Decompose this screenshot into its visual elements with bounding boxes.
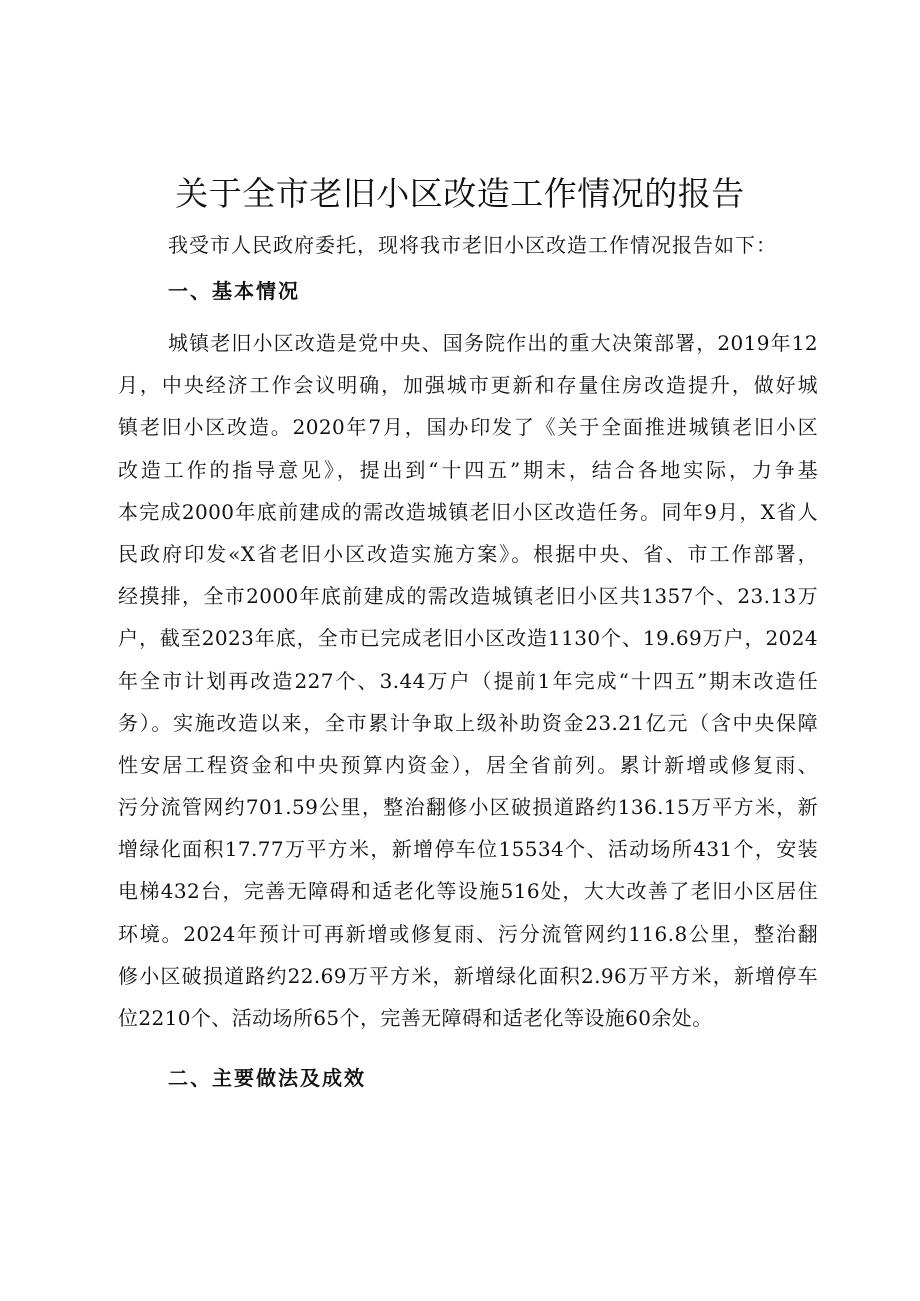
paragraph-line: 民政府印发«X省老旧小区改造实施方案》。根据中央、省、市工作部署，	[118, 541, 818, 566]
paragraph-line: 户，截至2023年底，全市已完成老旧小区改造1130个、19.69万户，2024	[118, 626, 818, 651]
paragraph-line: 本完成2000年底前建成的需改造城镇老旧小区改造任务。同年9月，X省人	[118, 499, 818, 524]
document-title: 关于全市老旧小区改造工作情况的报告	[175, 174, 745, 213]
section-heading-main-measures: 二、主要做法及成效	[168, 1066, 366, 1090]
paragraph-line: 电梯432台，完善无障碍和适老化等设施516处，大大改善了老旧小区居住	[118, 879, 818, 904]
paragraph-line: 务）。实施改造以来，全市累计争取上级补助资金23.21亿元（含中央保障	[118, 710, 818, 735]
paragraph-line: 城镇老旧小区改造是党中央、国务院作出的重大决策部署，2019年12	[168, 331, 818, 355]
paragraph-line: 性安居工程资金和中央预算内资金），居全省前列。累计新增或修复雨、	[118, 752, 818, 777]
paragraph-line: 环境。2024年预计可再新增或修复雨、污分流管网约116.8公里，整治翻	[118, 921, 818, 946]
paragraph-line: 月，中央经济工作会议明确，加强城市更新和存量住房改造提升，做好城	[118, 373, 818, 398]
paragraph-line: 修小区破损道路约22.69万平方米，新增绿化面积2.96万平方米，新增停车	[118, 963, 818, 988]
section-body-basic-situation	[118, 322, 818, 1039]
paragraph-line: 污分流管网约701.59公里，整治翻修小区破损道路约136.15万平方米，新	[118, 795, 818, 820]
paragraph-line: 增绿化面积17.77万平方米，新增停车位15534个、活动场所431个，安装	[118, 837, 818, 862]
section-heading-basic-situation: 一、基本情况	[168, 279, 300, 303]
paragraph-line: 位2210个、活动场所65个，完善无障碍和适老化等设施60余处。	[118, 1006, 713, 1030]
intro-paragraph: 我受市人民政府委托，现将我市老旧小区改造工作情况报告如下：	[168, 233, 777, 257]
paragraph-line: 经摸排，全市2000年底前建成的需改造城镇老旧小区共1357个、23.13万	[118, 584, 818, 609]
paragraph-line: 镇老旧小区改造。2020年7月，国办印发了《关于全面推进城镇老旧小区	[118, 415, 818, 440]
paragraph-line: 改造工作的指导意见》，提出到“十四五”期末，结合各地实际，力争基	[118, 457, 818, 482]
paragraph-line: 年全市计划再改造227个、3.44万户（提前1年完成“十四五”期末改造任	[118, 668, 818, 693]
